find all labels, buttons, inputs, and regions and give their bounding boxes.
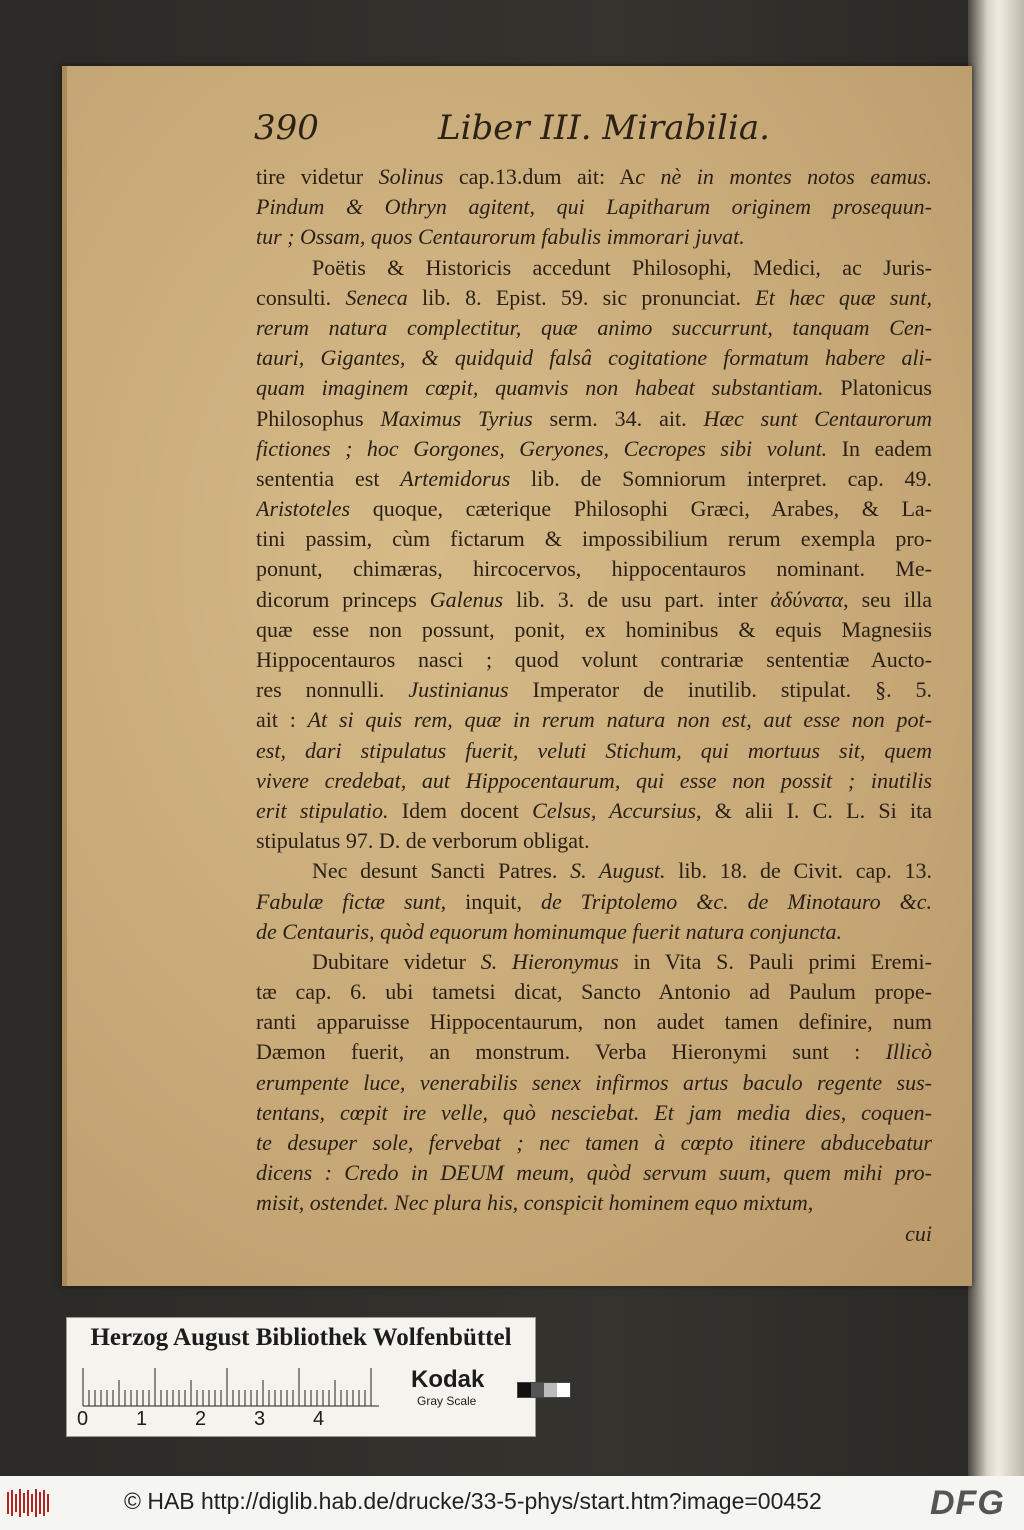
text-segment: Seneca: [345, 284, 408, 310]
text-segment: Poëtis & Historicis accedunt Philosophi, Medici, ac Juris-: [312, 254, 932, 280]
text-segment: serm. 34. ait.: [532, 405, 704, 431]
page-number: 390: [254, 108, 319, 148]
text-segment: quoque, cæterique Philosophi Græci, Arabes, & La-: [350, 496, 932, 522]
text-segment: , seu illa: [843, 586, 932, 612]
text-line: [256, 434, 932, 464]
text-segment: Dubitare videtur: [312, 948, 481, 974]
ruler-label-1: 1: [136, 1408, 148, 1430]
text-segment: S. Hieronymus: [480, 948, 619, 974]
text-line: [256, 1098, 932, 1128]
text-segment: lib. 18. de Civit. cap. 13.: [665, 858, 932, 884]
text-line: [256, 373, 932, 403]
text-line: [256, 494, 932, 524]
text-segment: stipulatus 97. D. de verborum obligat.: [256, 828, 590, 854]
text-segment: dicens : Credo in DEUM meum, quòd servum suum, quem mihi pro-: [256, 1160, 932, 1186]
text-line: [256, 1128, 932, 1158]
text-segment: quam imaginem cœpit, quamvis non habeat substantiam.: [256, 375, 824, 401]
text-segment: c nè in montes notos eamus.: [635, 164, 932, 189]
text-segment: Philosophus: [256, 405, 381, 431]
text-segment: tentans, cœpit ire velle, quò nesciebat. Et jam media dies, coquen-: [256, 1099, 932, 1125]
text-segment: tini passim, cùm fictarum & impossibilium rerum exempla pro-: [256, 526, 932, 552]
text-segment: Nec desunt Sancti Patres.: [312, 858, 571, 884]
text-segment: ait :: [256, 707, 308, 733]
ruler-label-4: 4: [313, 1408, 325, 1430]
text-segment: Hippocentauros nasci ; quod volunt contrariæ sententiæ Aucto-: [256, 647, 932, 672]
text-line: [256, 343, 932, 373]
text-line: [256, 524, 932, 554]
text-segment: sententia est: [256, 465, 401, 491]
body-text: [256, 162, 932, 1249]
running-head: Liber III. Mirabilia.: [438, 108, 770, 148]
hab-barcode-icon: [6, 1488, 50, 1518]
text-line: [256, 675, 932, 705]
text-segment: misit, ostendet. Nec plura his, conspicit hominem equo mixtum,: [256, 1190, 814, 1216]
text-segment: Platonicus: [823, 375, 932, 401]
text-segment: est, dari stipulatus fuerit, veluti Stichum, qui mortuus sit, quem: [256, 737, 932, 763]
text-line: [256, 705, 932, 735]
library-name: Herzog August Bibliothek Wolfenbüttel: [90, 1324, 512, 1351]
text-segment: consulti.: [256, 284, 346, 310]
color-target-card: [66, 1317, 536, 1437]
text-line: [256, 585, 932, 615]
text-segment: cui: [905, 1220, 932, 1246]
text-segment: tire videtur: [256, 164, 379, 189]
text-segment: dicorum princeps: [256, 586, 430, 612]
text-line: [256, 736, 932, 766]
gray-scale-patches: [517, 1382, 571, 1398]
text-segment: Solinus: [378, 164, 444, 189]
text-line: [256, 645, 932, 675]
text-segment: nec tamen à cœpto itinere abducebatur: [539, 1130, 932, 1155]
text-line: [256, 253, 932, 283]
text-segment: ponunt, chimæras, hircocervos, hippocentauros nominant. Me-: [256, 556, 932, 582]
page-header: [254, 108, 954, 156]
text-segment: tur ; Ossam, quos Centaurorum fabulis immorari juvat.: [256, 224, 745, 250]
text-line: [256, 1188, 932, 1218]
text-segment: de Triptolemo &c. de Minotauro &c.: [540, 888, 932, 914]
text-segment: Artemidorus: [400, 465, 511, 491]
text-segment: inquit,: [446, 888, 541, 914]
text-line: [256, 464, 932, 494]
text-segment: Hæc sunt Centaurorum: [703, 405, 932, 431]
text-line: [256, 554, 932, 584]
text-line: [256, 947, 932, 977]
text-segment: tauri, Gigantes, & quidquid falsâ cogitatione formatum habere ali-: [256, 345, 932, 371]
text-segment: rerum natura complectitur, quæ animo succurrunt, tanquam Cen-: [256, 314, 932, 340]
text-segment: vivere credebat, aut Hippocentaurum, qui esse non possit ; inutilis: [256, 767, 932, 793]
text-line: [256, 313, 932, 343]
text-line: [256, 887, 932, 917]
text-segment: Dæmon fuerit, an monstrum. Verba Hieronymi sunt :: [256, 1039, 886, 1065]
text-line: [256, 615, 932, 645]
text-segment: ἀδύνατα: [770, 586, 844, 612]
text-segment: & alii I. C. L. Si ita: [701, 797, 932, 823]
text-line: [256, 1037, 932, 1067]
text-segment: lib. de Somniorum interpret. cap. 49.: [510, 465, 932, 491]
text-segment: tæ cap. 6. ubi tametsi dicat, Sancto Antonio ad Paulum prope-: [256, 979, 932, 1005]
text-line: [256, 856, 932, 886]
dfg-logo: DFG: [930, 1484, 1005, 1522]
footer-bar: [0, 1476, 1024, 1530]
text-segment: Et hæc quæ sunt,: [755, 284, 932, 310]
text-segment: lib. 3. de usu part. inter: [503, 586, 771, 612]
text-segment: te desuper sole, fervebat ;: [256, 1130, 540, 1155]
text-line: [256, 1007, 932, 1037]
adjacent-page-edge: [968, 0, 1024, 1476]
text-segment: S. August.: [570, 858, 666, 884]
text-segment: Aristoteles: [256, 496, 351, 522]
text-segment: erit stipulatio.: [256, 797, 389, 823]
text-segment: fictiones ; hoc Gorgones, Geryones, Cecropes sibi volunt.: [256, 435, 828, 461]
ruler-label-3: 3: [254, 1408, 266, 1430]
text-segment: Justinianus: [408, 677, 509, 703]
ruler-label-2: 2: [195, 1408, 207, 1430]
text-segment: Maximus Tyrius: [380, 405, 533, 431]
text-segment: Illicò: [885, 1039, 932, 1065]
text-segment: ranti apparuisse Hippocentaurum, non audet tamen definire, num: [256, 1009, 932, 1035]
text-line: [256, 917, 932, 947]
gray-patch: [518, 1383, 531, 1397]
ruler-label-0: 0: [77, 1408, 89, 1430]
text-line: [256, 1068, 932, 1098]
text-segment: Imperator de inutilib. stipulat. §. 5.: [508, 677, 932, 703]
measurement-ruler: [79, 1368, 387, 1408]
gray-patch: [557, 1383, 570, 1397]
text-segment: At si quis rem, quæ in rerum natura non est, aut esse non pot-: [307, 707, 932, 733]
text-segment: Fabulæ fictæ sunt,: [256, 888, 447, 914]
text-segment: Idem docent: [388, 797, 533, 823]
text-segment: erumpente luce, venerabilis senex infirmos artus baculo regente sus-: [256, 1069, 932, 1095]
gray-patch: [531, 1383, 544, 1397]
source-link[interactable]: © HAB http://diglib.hab.de/drucke/33-5-phys/start.htm?image=00452: [124, 1488, 822, 1514]
text-segment: Celsus, Accursius,: [532, 797, 702, 823]
text-line: [256, 404, 932, 434]
text-segment: Galenus: [429, 586, 504, 612]
text-segment: in Vita S. Pauli primi Eremi-: [618, 948, 932, 974]
text-segment: quæ esse non possunt, ponit, ex hominibus & equis Magnesiis: [256, 616, 932, 642]
text-line: [256, 766, 932, 796]
text-line: [256, 192, 932, 222]
text-segment: In eadem: [827, 435, 932, 461]
text-segment: lib. 8. Epist. 59. sic pronunciat.: [407, 284, 756, 310]
text-line: [256, 796, 932, 826]
text-segment: Pindum & Othryn agitent, qui Lapitharum originem prosequun-: [256, 194, 932, 220]
text-line: [256, 826, 932, 856]
kodak-logo: Kodak: [411, 1366, 485, 1393]
text-segment: de Centauris, quòd equorum hominumque fuerit natura conjuncta.: [256, 918, 843, 944]
kodak-subtitle: Gray Scale: [417, 1394, 477, 1408]
text-line: [256, 1158, 932, 1188]
catchword: [256, 1219, 932, 1249]
text-segment: cap.13.dum ait: A: [443, 164, 636, 189]
text-line: [256, 222, 932, 252]
text-line: [256, 283, 932, 313]
text-line: [256, 977, 932, 1007]
gray-patch: [544, 1383, 557, 1397]
text-segment: res nonnulli.: [256, 677, 409, 703]
text-line: [256, 162, 932, 192]
page-left-edge: [62, 66, 67, 1286]
